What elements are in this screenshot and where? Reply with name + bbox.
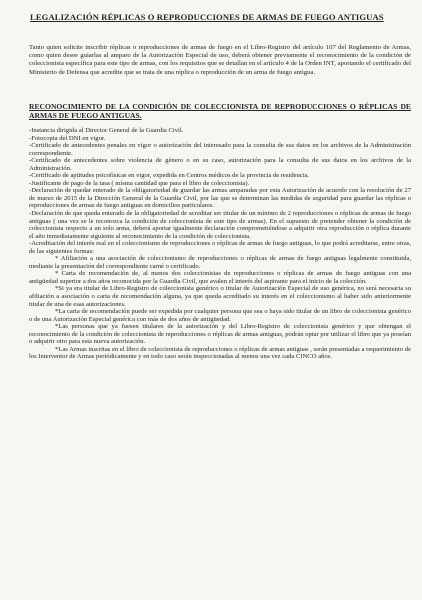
accreditation-note: *La carta de recomendación puede ser expedida por cualquier persona que sea o haya sido titular de un libro de coleccionista genérico o de una Autorización Especial genérica con más de dos años de antigüedad. bbox=[29, 308, 411, 323]
intro-paragraph: Tanto quien solicite inscribir réplicas o reproducciones de armas de fuego en el Libro-Registro del artículo 107 del Reglamento de Armas, como quien desee guiarlas al amparo de la Autorización Especial de uso, deberá obtener previamente el reconocimiento de la condición de coleccionista específica para este tipo de armas, con los requisitos que se detallan en el artículo 4 de la Orden INT, aportando el certificado del Ministerio de Defensa que acredite que se trata de una réplica o reproducción de un arma de fuego antigua. bbox=[29, 44, 411, 76]
requirement-item: -Justificante de pago de la tasa ( mísma cantidad que para el libro de coleccionista). bbox=[29, 179, 250, 187]
document-title: LEGALIZACIÓN RÉPLICAS O REPRODUCCIONES DE ARMAS DE FUEGO ANTIGUAS bbox=[30, 12, 384, 22]
requirement-item: -Fotocopia del DNI en vigor. bbox=[29, 134, 106, 142]
accreditation-note: *Las personas que ya fuesen titulares de la autorización y del Libro-Registro de coleccionista genérico y que obtengan el reconocimiento de la condición de coleccionista de reproducciones o réplicas de armas antiguas, podrán optar por utilizar el libro que ya poseían o adquirir otro para esta nueva autorización. bbox=[29, 323, 411, 346]
requirement-item: -Certificado de aptitudes psicofísicas en vigor, expedida en Centros médicos de la provincia de residencia. bbox=[29, 172, 310, 180]
requirement-item: -Instancia dirigida al Director General de la Guardia Civil. bbox=[29, 127, 184, 134]
requirement-item: -Certificado de antecedentes penales en vigor o autorización del interesado para la consulta de sus datos en los archivos de la Administración correspondiente. bbox=[29, 142, 411, 157]
requirement-item: -Declaración de que queda enterado de la obligatoriedad de acreditar ser titular de un mínimo de 2 reproducciones o réplicas de armas de fuego antiguas ( una vez se le reconozca la condición de coleccionista de este tipo de armas). En el supuesto de pretender obtener la condición de coleccionista respecto a un solo arma, deberá aportar igualmente declaración comprometiéndose a adquirir otra reproducción o réplica durante el año inmediatamente siguiente al reconocimiento de la condición de coleccionista. bbox=[29, 210, 411, 240]
requirements-list bbox=[29, 127, 411, 361]
section-title: RECONOCIMIENTO DE LA CONDICIÓN DE COLECCIONISTA DE REPRODUCCIONES O RÉPLICAS DE ARMAS DE FUEGO ANTIGUAS. bbox=[29, 102, 411, 120]
accreditation-form-item: * Afiliación a una asociación de coleccionismo de reproducciones o réplicas de armas de fuego antiguas legalmente constituida, mediante la presentación del correspondiente carné o certificado. bbox=[29, 255, 411, 270]
requirement-item: -Declaración de quedar enterado de la obligatoriedad de guardar las armas amparadas por esta Autorización de acuerdo con la resolución de 27 de marzo de 2015 de la Dirección General de la Guardia Civil, por las que se determinan las medidas de seguridad para guardar las réplicas o reproducciones de armas de fuego antiguas en domicilios particulares. bbox=[29, 187, 411, 210]
accreditation-form-item: * Carta de recomendación de, al menos dos coleccionistas de reproducciones o réplicas de armas de fuego antiguas con una antigüedad superior a dos años reconocida por la Guardia Civil, que avalen el interés del aspirante para el inicio de la colección. bbox=[29, 270, 411, 285]
requirement-item: -Acreditación del interés real en el coleccionismo de reproducciones o réplicas de armas de fuego antiguas, lo que podrá acreditarse, entre otras, de las siguientes formas: bbox=[29, 240, 411, 255]
accreditation-note: *Las Armas inscritas en el libro de coleccionista de reproducciones o réplicas de armas antiguas , serán presentadas a requerimiento de los Interventor de Armas periódicamente y en todo caso serán inspeccionadas al menos una vez cada CINCO años. bbox=[29, 345, 411, 361]
accreditation-note: *Si ya era titular de Libro-Registro de coleccionista genérico o titular de Autorización Especial de uso genérica, no será necesaria su afiliación a asociación o carta de recomendación alguna, ya que queda acreditado su interés en el coleccionismo al haber sido anteriormente titular de una de esas autorizaciones. bbox=[29, 285, 411, 308]
requirement-item: -Certificado de antecedentes sobre violencia de género o en su caso, autorización para la consulta de sus datos en los archivos de la Administración. bbox=[29, 157, 411, 172]
